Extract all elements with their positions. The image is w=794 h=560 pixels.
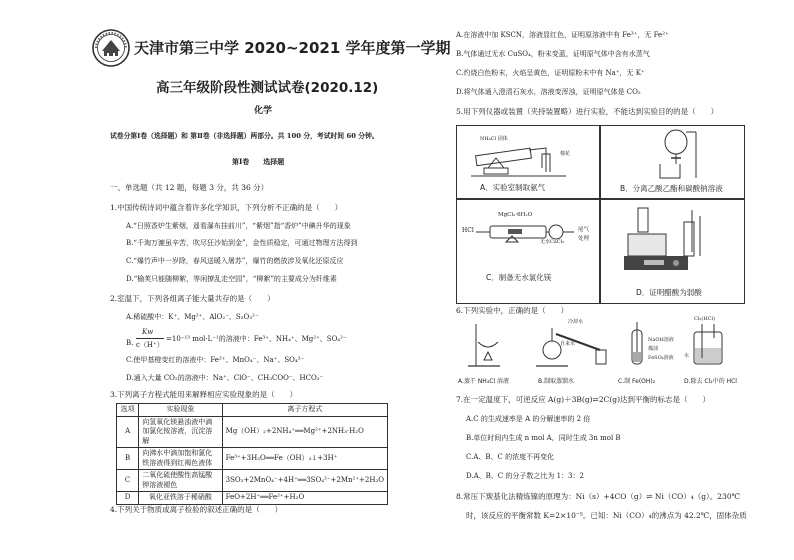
exam-title-line1: 天津市第三中学 2020~2021 学年度第一学期: [134, 39, 451, 57]
q4-option-c: C.灼烧白色粉末，火焰呈黄色，证明原粉末中有 Na⁺，无 K⁺: [456, 69, 645, 77]
exam-instructions: 试卷分第Ⅰ卷（选择题）和 第Ⅱ卷（非选择题）两部分。共 100 分，考试时间 60 分钟。: [110, 132, 379, 140]
fig6c-naoh-label: NaOH溶液: [648, 337, 674, 343]
q4-option-b: B.气体通过无水 CuSO₄，粉末变蓝，证明原气体中含有水蒸气: [456, 50, 650, 58]
q2-option-b-text: =10⁻¹³ mol·L⁻¹的溶液中：Fe³⁺、NH₄⁺、Mg²⁺、SO₄²⁻: [166, 335, 347, 343]
fig6c-feso4-label: FeSO₄溶液: [648, 355, 674, 361]
fig-c-mgcl2-label: MgCl₂·6H₂O: [498, 212, 533, 218]
q3-table: [116, 403, 388, 505]
q4-option-a: A.在溶液中加 KSCN，溶液显红色，证明原溶液中有 Fe³⁺，无 Fe²⁺: [456, 31, 669, 39]
q2-option-a: A.稀硫酸中：K⁺、Mg²⁺、AlO₂⁻、S₂O₃²⁻: [126, 313, 259, 321]
q6-stem: 6.下列实验中，正确的是（ ）: [456, 306, 569, 315]
q2-option-b-prefix: B.: [126, 339, 134, 347]
q4-stem: 4.下列关于物质或离子检验的叙述正确的是（ ）: [110, 505, 283, 514]
table-cell-option: B: [117, 448, 139, 470]
q8-line1: 8.常压下羰基化法精炼镍的原理为：Ni（s）+4CO（g）⇌ Ni（CO）₄（g）。230℃: [456, 492, 740, 501]
exam-title-line2: 高三年级阶段性测试试卷(2020.12): [156, 80, 379, 96]
school-logo: [92, 29, 130, 67]
fig6d-water-label: 水: [684, 353, 690, 359]
q6-apparatus-diagram: [460, 320, 740, 370]
table-cell-equation: Fe³⁺+3H₂O══Fe（OH）₃↓+3H⁺: [222, 448, 387, 470]
q7-option-b: B.单位时间内生成 n mol A，同时生成 3n mol B: [466, 434, 621, 442]
table-header-cell: 离子方程式: [222, 404, 387, 417]
q1-option-a: A.“日照香炉生紫烟，遥看瀑布挂前川”，“紫烟”指“香炉”中碘升华的现象: [126, 222, 351, 230]
table-cell-option: A: [117, 416, 139, 448]
table-header-row: [117, 404, 388, 417]
q1-option-d: D.“榆荚只能随柳絮，等闲撩乱走空园”，“柳絮”的主要成分为纤维素: [126, 275, 337, 283]
table-header-cell: 选项: [117, 404, 139, 417]
fig-a-reagent-label: NH₄Cl 固体: [480, 136, 508, 142]
q3-stem: 3.下列离子方程式能用来解释相应实验现象的是（ ）: [110, 390, 298, 399]
table-row: [117, 492, 388, 505]
q2-option-b-denominator: c（H⁺）: [136, 341, 164, 349]
table-cell-equation: FeO+2H⁺══Fe²⁺+H₂O: [222, 492, 387, 505]
fig6d-gas-label: Cl₂(HCl): [694, 316, 716, 322]
q8-line2: 时，该反应的平衡常数 K=2×10⁻⁵。已知：Ni（CO）₄的沸点为 42.2℃，固体杂质: [466, 511, 747, 520]
fig-a-cotton-label: 棉花: [560, 151, 571, 157]
q6-caption-c: C.制 Fe(OH)₂: [618, 378, 656, 385]
q7-option-c: C.A、B、C 的浓度不再变化: [466, 453, 555, 461]
fig-c-hcl-label: HCl: [462, 227, 474, 234]
fig-c-tail-gas-label: 尾气: [578, 227, 590, 233]
table-cell-phenomenon: 向沸水中滴加饱和氯化铁溶液得到红褐色液体: [139, 448, 222, 470]
q6-caption-b: B.制取蒸馏水: [538, 378, 575, 385]
q2-option-c: C.使甲基橙变红的溶液中：Fe²⁺、MnO₄⁻、Na⁺、SO₄²⁻: [126, 356, 305, 364]
q6-caption-d: D.除去 Cl₂中的 HCl: [684, 378, 737, 385]
q6-caption-a: A.蒸干 NH₄Cl 溶液: [458, 378, 509, 385]
section1-heading: 一、单选题（共 12 题，每题 3 分，共 36 分）: [110, 183, 269, 192]
q5-caption-d: D．证明醋酸为弱酸: [636, 288, 702, 297]
table-cell-phenomenon: 二氧化硫使酸性高锰酸钾溶液褪色: [139, 470, 222, 492]
table-cell-phenomenon: 向氢氧化镁悬浊液中滴加氯化铵溶液，沉淀溶解: [139, 416, 222, 448]
q5-stem: 5.用下列仪器或装置（夹持装置略）进行实验，不能达到实验目的的是（ ）: [456, 107, 719, 116]
table-cell-equation: 3SO₂+2MnO₄⁻+4H⁺══3SO₄²⁻+2Mn²⁺+2H₂O: [222, 470, 387, 492]
table-row: [117, 416, 388, 448]
fig6b-tap-water-label: 自来水: [560, 341, 576, 347]
q1-option-c: C.“爆竹声中一岁除，春风送暖入屠苏”，爆竹的燃放涉及氧化还原反应: [126, 257, 344, 265]
q5-caption-a: A．实验室制取氨气: [480, 183, 546, 192]
fig-c-cacl2-label: 无水CaCl₂: [540, 239, 565, 245]
q2-option-d: D.通入大量 CO₂的溶液中：Na⁺、ClO⁻、CH₃COO⁻、HCO₃⁻: [126, 374, 324, 382]
table-header-cell: 实验现象: [139, 404, 222, 417]
table-cell-option: C: [117, 470, 139, 492]
fraction-bar: [136, 338, 164, 339]
q7-stem: 7.在一定温度下，可逆反应 A(g)＋3B(g)⇌2C(g)达到平衡的标志是（ ）: [456, 395, 710, 404]
q7-option-d: D.A、B、C 的分子数之比为 1：3：2: [466, 472, 584, 480]
q2-stem: 2.室温下，下列各组离子能大量共存的是（ ）: [110, 294, 275, 303]
q1-option-b: B.“千淘万漉虽辛苦，吹尽狂沙始到金”，金性质稳定，可通过物理方法得到: [126, 239, 358, 247]
q7-option-a: A.C 的生成速率是 A 的分解速率的 2 倍: [466, 415, 591, 423]
q5-caption-b: B．分离乙酸乙酯和碳酸钠溶液: [620, 184, 723, 193]
table-cell-phenomenon: 氧化亚铁溶于稀硝酸: [139, 492, 222, 505]
table-row: [117, 470, 388, 492]
separatory-funnel-diagram: [646, 128, 706, 180]
fig6b-cooling-water-label: 冷却水: [568, 319, 584, 325]
table-cell-option: D: [117, 492, 139, 505]
q2-option-b-numerator: Kw: [142, 328, 154, 336]
table-cell-equation: Mg（OH）₂+2NH₄⁺══Mg²⁺+2NH₃·H₂O: [222, 416, 387, 448]
q4-option-d: D.将气体通入澄清石灰水，溶液变浑浊，证明原气体是 CO₂: [456, 88, 641, 96]
conductivity-meter-diagram: [614, 202, 724, 280]
q5-caption-c: C．制备无水氯化镁: [486, 273, 552, 282]
fig-c-tail-treatment-label: 处理: [578, 236, 590, 242]
q1-stem: 1.中国传统诗词中蕴含着许多化学知识，下列分析不正确的是（ ）: [110, 203, 343, 212]
table-row: [117, 448, 388, 470]
subject-label: 化学: [254, 106, 273, 116]
mgcl2-apparatus-diagram: [462, 220, 592, 260]
part1-heading: 第Ⅰ卷 选择题: [232, 157, 285, 166]
fig6c-kerosene-label: 煤油: [648, 346, 659, 352]
